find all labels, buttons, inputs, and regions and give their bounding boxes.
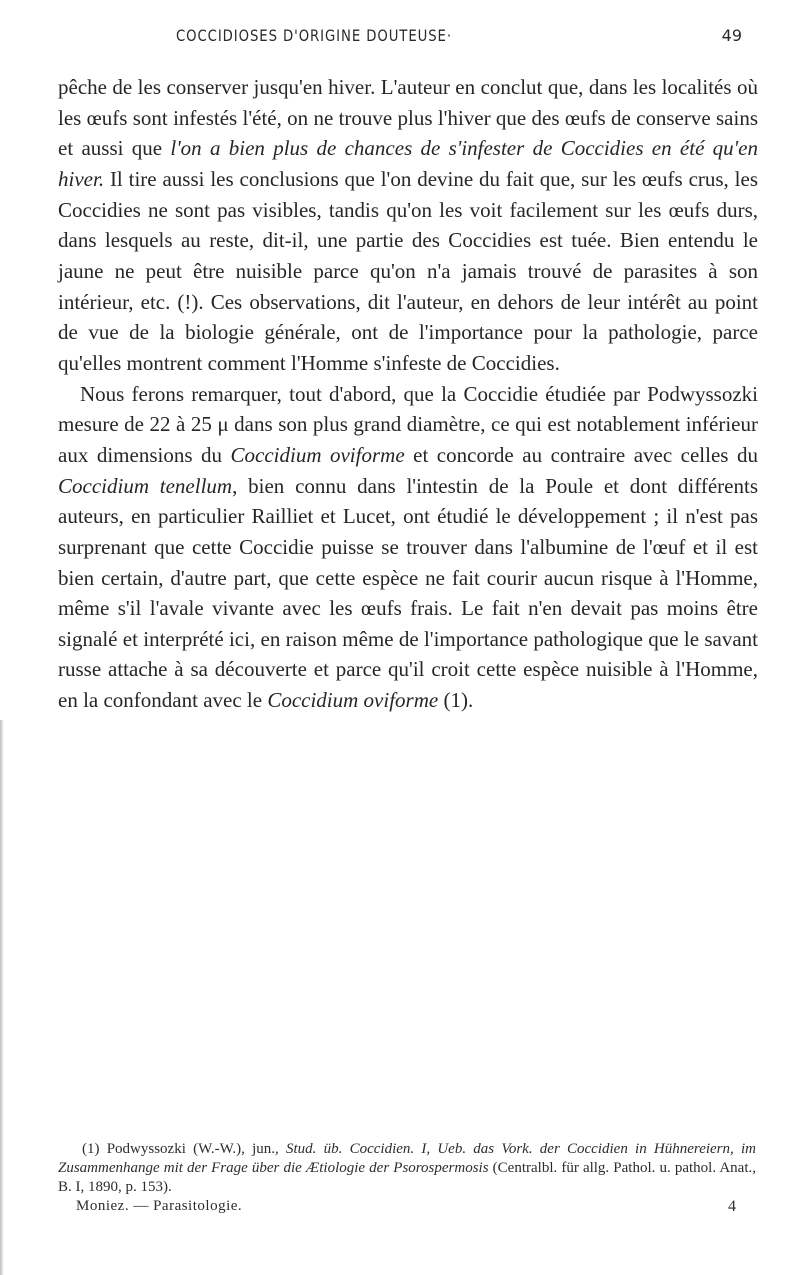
page-edge-shadow	[0, 720, 4, 1275]
running-title: COCCIDIOSES D'ORIGINE DOUTEUSE·	[176, 26, 452, 45]
footnote-1	[58, 1140, 756, 1197]
footnote-1-title: Stud. üb. Coccidien. I, Ueb. das Vork. der Coccidien in Hühnereiern, im Zusammenhange mit der Frage über die Ætiologie der Psorospermosis	[58, 1141, 756, 1176]
printer-signature: Moniez. — Parasitologie.	[76, 1198, 243, 1214]
paragraph-2-text-3: , bien connu dans l'intestin de la Poule et dont différents auteurs, en particulier Railliet et Lucet, ont étudié le développement ; il n'est pas surprenant que cette Coccidie puisse se trouver dans l'albumine de l'œuf et il est bien certain, d'autre part, que cette espèce ne fait courir aucun risque à l'Homme, même s'il l'avale vivante avec les œufs frais. Le fait n'en devait pas moins être signalé et interprété ici, en raison même de l'importance pathologique que le savant russe attache à sa découverte et parce qu'il croit cette espèce nuisible à l'Homme, en la confondant avec le	[58, 473, 759, 713]
footnote-1-text-1: (1) Podwyssozki (W.-W.), jun.,	[82, 1141, 286, 1157]
page-footer	[76, 1198, 736, 1220]
species-name-oviforme: Coccidium oviforme	[230, 442, 405, 467]
sheet-number: 4	[728, 1198, 736, 1215]
paragraph-1-text-1: pêche de les conserver jusqu'en hiver. L'auteur en conclut que, dans les localités où les œufs sont infestés l'été, on ne trouve plus l'hiver que des œufs de conserve sains et aussi que	[58, 75, 758, 161]
paragraph-1-text-2: Il tire aussi les conclusions que l'on devine du fait que, sur les œufs crus, les Coccidies ne sont pas visibles, tandis qu'on les voit facilement sur les œufs durs, dans lesquels au reste, dit-il, une partie des Coccidies est tuée. Bien entendu le jaune ne peut être nuisible parce qu'on n'a jamais trouvé de parasites à son intérieur, etc. (!). Ces observations, dit l'auteur, en dehors de leur intérêt au point de vue de la biologie générale, ont de l'importance pour la pathologie, parce qu'elles montrent comment l'Homme s'infeste de Coccidies.	[58, 166, 758, 375]
species-name-tenellum: Coccidium tenellum	[58, 473, 233, 498]
paragraph-2-text-2: et concorde au contraire avec celles du	[404, 442, 758, 467]
footnote-1-text-2: (Centralbl. für allg. Pathol. u. pathol. Anat., B. I, 1890, p. 153).	[58, 1160, 756, 1195]
paragraph-1-emphasis: l'on a bien plus de chances de s'infester de Coccidies en été qu'en hiver.	[58, 136, 758, 191]
footnotes	[58, 1140, 756, 1197]
species-name-oviforme-2: Coccidium oviforme	[267, 688, 439, 713]
page-number: 49	[721, 26, 742, 45]
running-header	[176, 12, 742, 52]
paragraph-1	[58, 72, 758, 379]
paragraph-2-text-1: Nous ferons remarquer, tout d'abord, que la Coccidie étudiée par Podwyssozki mesure de 22 à 25 μ dans son plus grand diamètre, ce qui est notablement inférieur aux dimensions du	[58, 381, 758, 467]
paragraph-2-text-4: (1).	[438, 688, 474, 713]
body-text	[58, 72, 758, 716]
paragraph-2	[58, 379, 758, 716]
